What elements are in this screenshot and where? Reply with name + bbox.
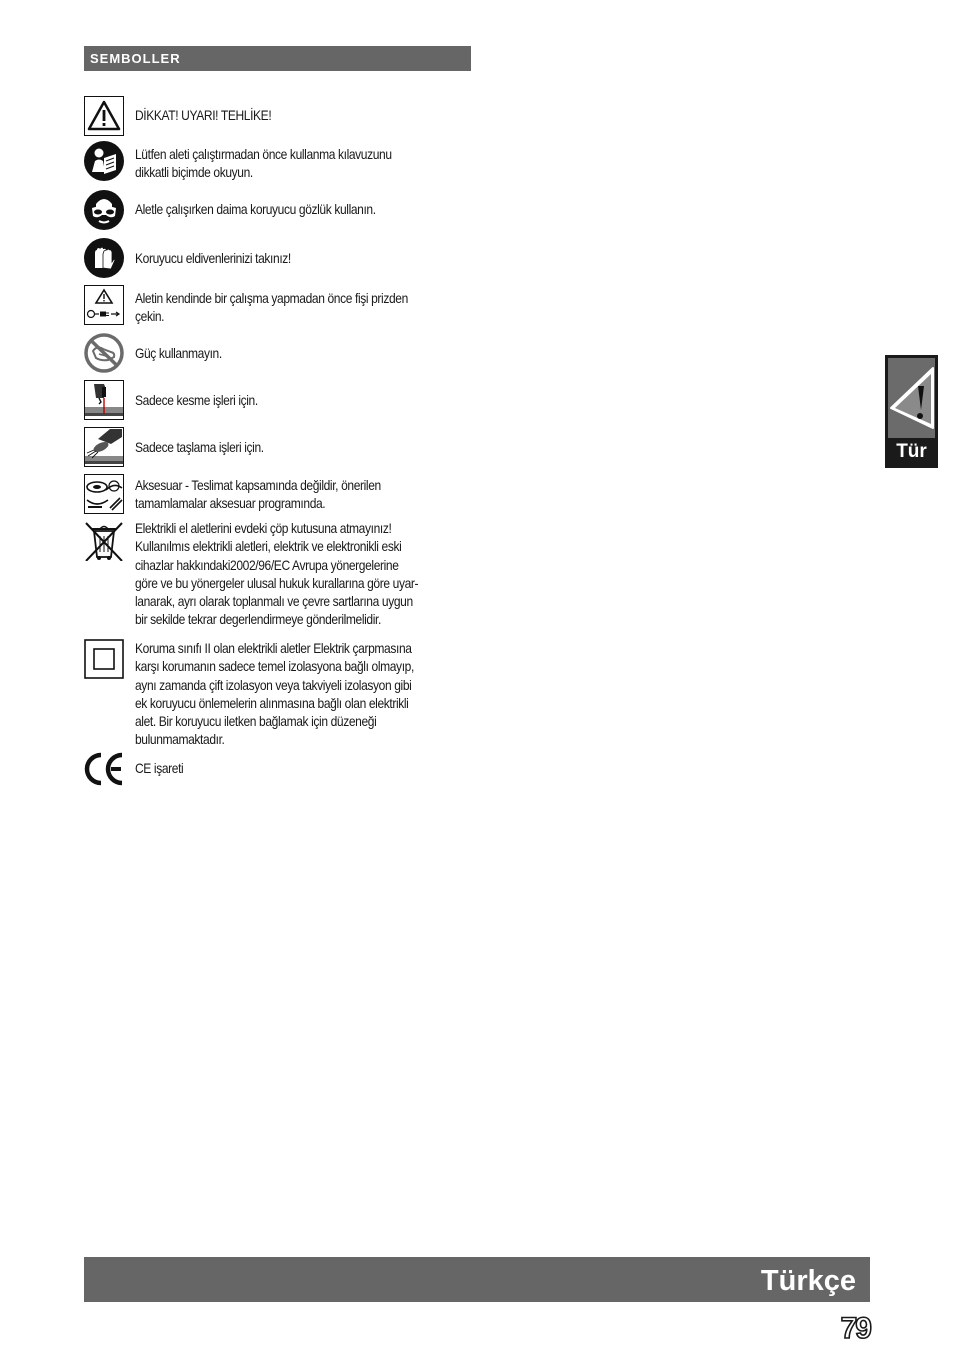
- ce-mark-icon: [84, 749, 124, 789]
- unplug-warning-icon: [84, 285, 124, 325]
- symbol-text: Aletle çalışırken daima koruyucu gözlük kullanın.: [135, 201, 376, 217]
- page-number: 79: [840, 1312, 870, 1345]
- symbol-text: CE işareti: [135, 760, 184, 776]
- weee-bin-icon: [84, 521, 124, 561]
- warning-triangle-icon: [84, 96, 124, 136]
- tab-label: Tür: [896, 441, 927, 462]
- section-title: SEMBOLLER: [90, 51, 181, 66]
- tab-panel: [888, 358, 935, 438]
- accessory-icon: [84, 474, 124, 514]
- symbol-text: Sadece kesme işleri için.: [135, 392, 258, 408]
- language-side-tab: [885, 355, 938, 468]
- warning-exclamation-icon: [888, 358, 935, 438]
- symbol-text: Güç kullanmayın.: [135, 345, 222, 361]
- symbol-text: Sadece taşlama işleri için.: [135, 439, 264, 455]
- footer-bar: [84, 1257, 870, 1302]
- symbol-text: Lütfen aleti çalıştırmadan önce kullanma kılavuzunu dikkatli biçimde okuyun.: [135, 146, 392, 181]
- symbol-text: DİKKAT! UYARI! TEHLİKE!: [135, 107, 272, 123]
- read-manual-icon: [84, 141, 124, 181]
- symbol-text: Koruyucu eldivenlerinizi takınız!: [135, 250, 291, 266]
- cutting-only-icon: [84, 380, 124, 420]
- no-force-icon: [84, 333, 124, 373]
- safety-goggles-icon: [84, 190, 124, 230]
- symbol-text: Koruma sınıfı II olan elektrikli aletler Elektrik çarpmasına karşı korumanın sadece temel izolasyona bağlı olmayıp, aynı zamanda çift izolasyon veya takviyeli izolasyon gibi ek koruyucu önlemelerin alınmasına bağlı olan elektrikli alet. Bir koruyucu iletken bağlamak için düzeneği bulunmamaktadır.: [135, 640, 414, 748]
- symbol-text: Aksesuar - Teslimat kapsamında değildir, önerilen tamamlamalar aksesuar programında.: [135, 477, 381, 512]
- footer-language-title: Türkçe: [760, 1265, 856, 1297]
- symbol-text: Aletin kendinde bir çalışma yapmadan önce fişi prizden çekin.: [135, 290, 408, 325]
- symbol-text: Elektrikli el aletlerini evdeki çöp kutusuna atmayınız! Kullanılmıs elektrikli aletleri, elektrik ve elektronikli eski cihazlar hakkındaki2002/96/EC Avrupa yönergelerine göre ve bu yönergeler ulusal hukuk kurallarına göre uyar- lanarak, ayrı olarak toplanmalı ve çevre sartlarına uygun bir sekilde tekrar degerlendirmeye gönderilmelidir.: [135, 520, 419, 628]
- section-header: [84, 46, 471, 71]
- grinding-only-icon: [84, 427, 124, 467]
- protective-gloves-icon: [84, 238, 124, 278]
- class-ii-icon: [84, 639, 124, 679]
